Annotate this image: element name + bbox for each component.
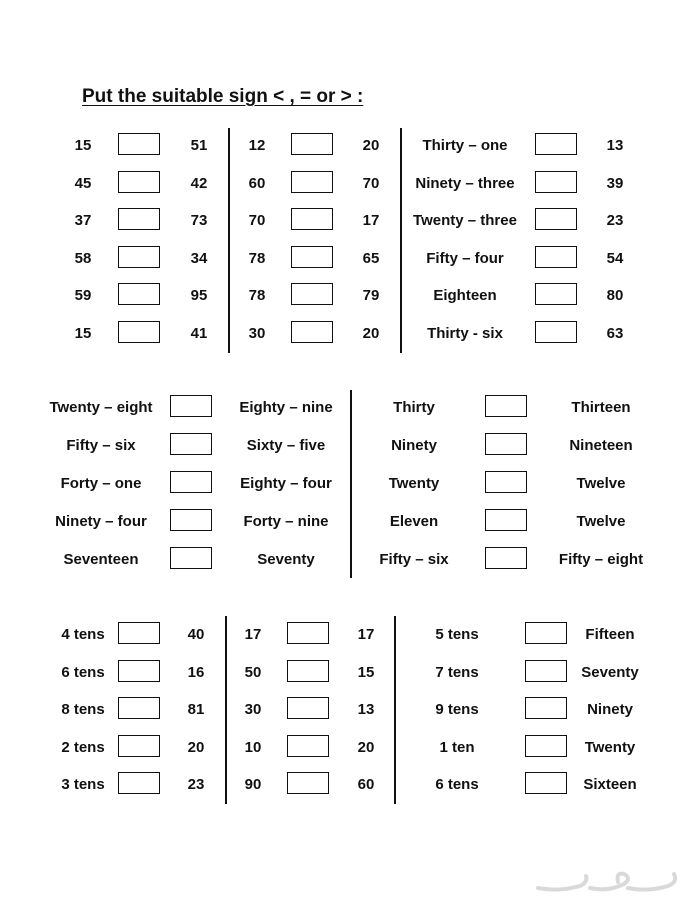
comparison-row [0, 734, 700, 772]
right-operand: 20 [187, 738, 205, 756]
right-operand: 20 [362, 324, 380, 342]
right-operand: Twelve [576, 513, 626, 530]
answer-box[interactable] [287, 660, 329, 682]
left-operand: Fifty – six [66, 437, 136, 454]
left-operand: 50 [244, 663, 262, 681]
column-divider [225, 616, 227, 804]
right-operand: 81 [187, 701, 205, 718]
left-operand: Ninety – three [415, 174, 515, 192]
right-operand: Forty – nine [243, 513, 329, 530]
answer-box[interactable] [118, 697, 160, 719]
right-operand: 34 [190, 249, 208, 267]
left-operand: Ninety – four [55, 513, 147, 530]
right-operand: 20 [362, 137, 380, 154]
left-operand: 60 [248, 174, 266, 192]
left-operand: Fifty – six [379, 551, 449, 568]
answer-box[interactable] [287, 622, 329, 644]
column-divider [350, 390, 352, 578]
left-operand: 5 tens [435, 626, 479, 643]
left-operand: 8 tens [61, 701, 105, 718]
left-operand: Eleven [389, 513, 439, 530]
right-operand: 39 [606, 174, 624, 192]
left-operand: 4 tens [61, 626, 105, 643]
left-operand: 1 ten [439, 738, 475, 756]
answer-box[interactable] [118, 246, 160, 268]
left-operand: Ninety [391, 437, 437, 454]
answer-box[interactable] [118, 133, 160, 155]
right-operand: 13 [606, 137, 624, 154]
right-operand: 23 [187, 776, 205, 793]
right-operand: Eighty – four [240, 475, 332, 492]
right-operand: Fifteen [585, 626, 635, 643]
column-divider [228, 128, 230, 353]
left-operand: Forty – one [60, 475, 142, 492]
answer-box[interactable] [118, 208, 160, 230]
right-operand: 13 [357, 701, 375, 718]
answer-box[interactable] [287, 772, 329, 794]
right-operand: Sixty – five [246, 437, 326, 454]
answer-box[interactable] [118, 171, 160, 193]
left-operand: 45 [74, 174, 92, 192]
answer-box[interactable] [118, 283, 160, 305]
left-operand: Seventeen [63, 551, 139, 568]
haraj-watermark-logo [528, 862, 688, 898]
right-operand: 54 [606, 249, 624, 267]
answer-box[interactable] [535, 133, 577, 155]
right-operand: 15 [357, 663, 375, 681]
left-operand: Thirty - six [427, 324, 503, 342]
right-operand: 41 [190, 324, 208, 342]
right-operand: 17 [357, 626, 375, 643]
answer-box[interactable] [535, 208, 577, 230]
right-operand: 17 [362, 212, 380, 229]
left-operand: 30 [248, 324, 266, 342]
right-operand: Ninety [587, 701, 633, 718]
right-operand: 73 [190, 212, 208, 229]
right-operand: 80 [606, 287, 624, 304]
comparison-row [0, 696, 700, 734]
right-operand: 16 [187, 663, 205, 681]
right-operand: Seventy [581, 663, 639, 681]
right-operand: 79 [362, 287, 380, 304]
answer-box[interactable] [118, 321, 160, 343]
answer-box[interactable] [170, 547, 212, 569]
answer-box[interactable] [291, 208, 333, 230]
right-operand: 51 [190, 137, 208, 154]
left-operand: 70 [248, 212, 266, 229]
answer-box[interactable] [287, 735, 329, 757]
comparison-row [0, 621, 700, 659]
answer-box[interactable] [535, 283, 577, 305]
answer-box[interactable] [535, 171, 577, 193]
left-operand: 6 tens [61, 663, 105, 681]
answer-box[interactable] [287, 697, 329, 719]
right-operand: 65 [362, 249, 380, 267]
comparison-row [0, 771, 700, 809]
right-operand: 40 [187, 626, 205, 643]
right-operand: Seventy [257, 551, 315, 568]
answer-box[interactable] [291, 321, 333, 343]
left-operand: 78 [248, 287, 266, 304]
comparison-row [0, 659, 700, 697]
left-operand: 2 tens [61, 738, 105, 756]
comparison-row [0, 245, 700, 283]
left-operand: 9 tens [435, 701, 479, 718]
answer-box[interactable] [485, 433, 527, 455]
left-operand: 78 [248, 249, 266, 267]
answer-box[interactable] [291, 133, 333, 155]
answer-box[interactable] [485, 471, 527, 493]
comparison-row [0, 320, 700, 358]
answer-box[interactable] [485, 509, 527, 531]
left-operand: 3 tens [61, 776, 105, 793]
left-operand: 6 tens [435, 776, 479, 793]
column-divider [394, 616, 396, 804]
left-operand: 30 [244, 701, 262, 718]
answer-box[interactable] [535, 321, 577, 343]
right-operand: 63 [606, 324, 624, 342]
right-operand: Fifty – eight [558, 551, 644, 568]
answer-box[interactable] [170, 509, 212, 531]
left-operand: Thirty – one [422, 137, 508, 154]
worksheet-title: Put the suitable sign < , = or > : [82, 86, 364, 107]
right-operand: Nineteen [569, 437, 633, 454]
left-operand: Twenty [388, 475, 440, 492]
answer-box[interactable] [535, 246, 577, 268]
answer-box[interactable] [291, 171, 333, 193]
answer-box[interactable] [170, 395, 212, 417]
left-operand: 7 tens [435, 663, 479, 681]
left-operand: 15 [74, 324, 92, 342]
answer-box[interactable] [170, 433, 212, 455]
comparison-row [0, 132, 700, 170]
right-operand: 95 [190, 287, 208, 304]
answer-box[interactable] [485, 395, 527, 417]
right-operand: 60 [357, 776, 375, 793]
answer-box[interactable] [170, 471, 212, 493]
comparison-row [0, 207, 700, 245]
left-operand: Eighteen [433, 287, 497, 304]
right-operand: 42 [190, 174, 208, 192]
left-operand: 59 [74, 287, 92, 304]
left-operand: 12 [248, 137, 266, 154]
answer-box[interactable] [118, 622, 160, 644]
left-operand: 15 [74, 137, 92, 154]
right-operand: Thirteen [571, 399, 631, 416]
right-operand: 23 [606, 212, 624, 229]
right-operand: Twenty [584, 738, 636, 756]
answer-box[interactable] [118, 772, 160, 794]
left-operand: 17 [244, 626, 262, 643]
right-operand: Eighty – nine [239, 399, 333, 416]
left-operand: Twenty – three [413, 212, 517, 229]
left-operand: Twenty – eight [49, 399, 153, 416]
right-operand: Sixteen [583, 776, 637, 793]
left-operand: 90 [244, 776, 262, 793]
left-operand: Thirty [393, 399, 435, 416]
right-operand: Twelve [576, 475, 626, 492]
right-operand: 20 [357, 738, 375, 756]
left-operand: Fifty – four [426, 249, 504, 267]
left-operand: 10 [244, 738, 262, 756]
left-operand: 58 [74, 249, 92, 267]
comparison-row [0, 170, 700, 208]
comparison-row [0, 282, 700, 320]
answer-box[interactable] [118, 660, 160, 682]
column-divider [400, 128, 402, 353]
answer-box[interactable] [118, 735, 160, 757]
answer-box[interactable] [291, 283, 333, 305]
left-operand: 37 [74, 212, 92, 229]
right-operand: 70 [362, 174, 380, 192]
answer-box[interactable] [291, 246, 333, 268]
answer-box[interactable] [485, 547, 527, 569]
